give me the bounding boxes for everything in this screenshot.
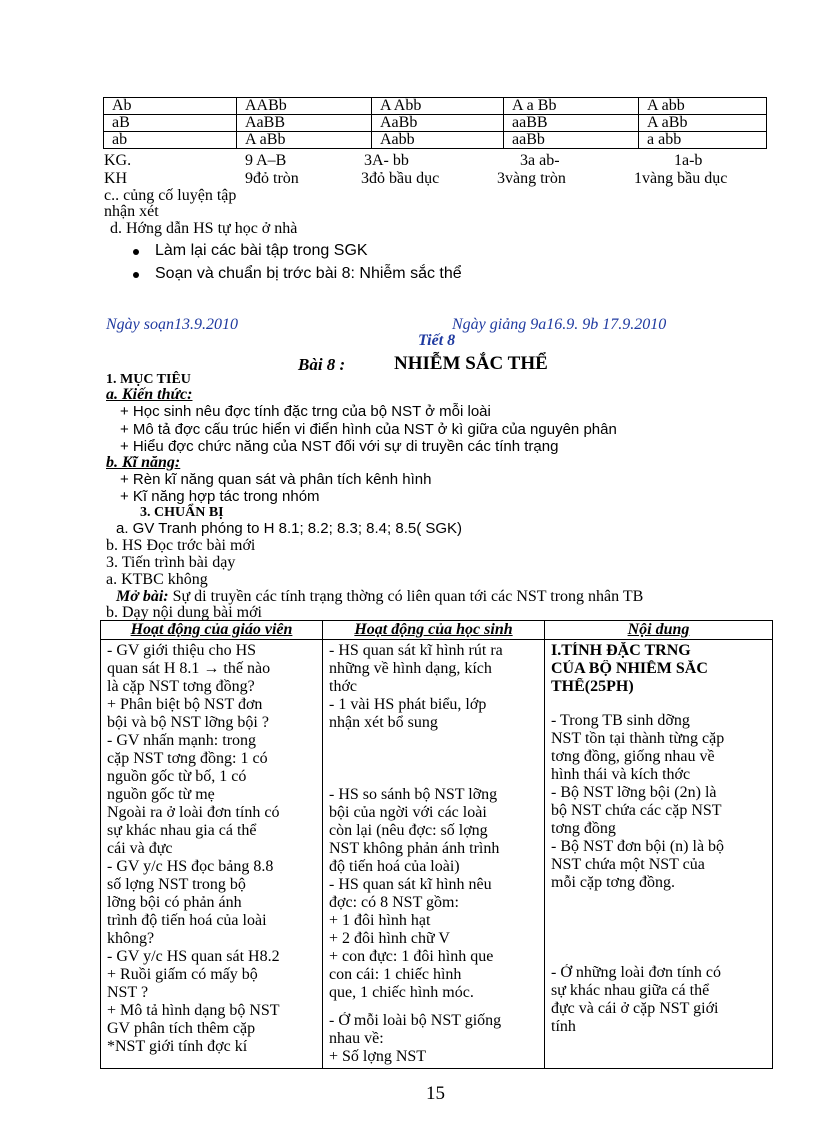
bullet-icon [133, 249, 139, 255]
content-line: sự khác nhau giữa cá thể [551, 982, 710, 999]
teacher-activity-line: cặp NST tơng đồng: 1 có [107, 750, 268, 767]
header-content: Nội dung [545, 621, 773, 640]
genotype-cell: A Abb [372, 98, 504, 115]
intro-text: Sự di truyền các tính trạng thờng có liên quan tới các NST trong nhân TB [168, 588, 644, 605]
teacher-activity-line: Ngoài ra ở loài đơn tính có [107, 804, 280, 821]
teacher-activity-line: không? [107, 930, 155, 947]
teacher-activity-line: + Ruồi giấm có mấy bộ [107, 966, 258, 983]
student-activity-line: + 1 đôi hình hạt [329, 912, 431, 929]
date-prepared: Ngày soạn13.9.2010 [106, 316, 238, 333]
genotype-cell: A a Bb [504, 98, 639, 115]
knowledge-item: + Học sinh nêu đợc tính đặc trng của bộ NST ở mỗi loài [120, 403, 491, 420]
teacher-activity-line: + Mô tả hình dạng bộ NST [107, 1002, 280, 1019]
teacher-activity-line: trình độ tiến hoá của loài [107, 912, 267, 929]
student-activity-line: độ tiến hoá của loài) [329, 858, 460, 875]
student-activity-line: que, 1 chiếc hình móc. [329, 984, 474, 1001]
student-activity-line: + 2 đôi hình chữ V [329, 930, 450, 947]
genotype-cell: AaBB [237, 115, 372, 132]
process-heading: 3. Tiến trình bài dạy [106, 554, 236, 571]
teacher-activity-line: NST ? [107, 984, 149, 1001]
student-activity-line: + con đực: 1 đôi hình que [329, 948, 494, 965]
student-activity-line: nhận xét bổ sung [329, 714, 438, 731]
content-column [545, 640, 773, 1069]
genotype-cell: A aBb [639, 115, 767, 132]
review-d: d. Hớng dẫn HS tự học ở nhà [110, 220, 298, 237]
genotype-cell: aaBb [504, 132, 639, 149]
content-line: - Ở những loài đơn tính có [551, 964, 721, 981]
student-activity-line: đợc: có 8 NST gồm: [329, 894, 459, 911]
header-student: Hoạt động của học sinh [323, 621, 545, 640]
teacher-activity-line: quan sát H 8.1 → thế nào [107, 660, 271, 677]
teacher-activity-line: - GV giới thiệu cho HS [107, 642, 257, 659]
teacher-activity-line: số lợng NST trong bộ [107, 876, 246, 893]
homework-item: Làm lại các bài tập trong SGK [155, 242, 368, 259]
content-line: hình thái và kích thớc [551, 766, 691, 783]
teacher-activity-line: nguồn gốc từ mẹ [107, 786, 215, 803]
teacher-activity-line: *NST giới tính đợc kí [107, 1038, 248, 1055]
student-activity-line: bội của ngời với các loài [329, 804, 487, 821]
review-c: c.. củng cố luyện tập [104, 187, 237, 204]
skills-item: + Kĩ năng hợp tác trong nhóm [120, 488, 320, 505]
content-line: - Bộ NST lỡng bội (2n) là [551, 784, 717, 801]
student-activity-line: nhau về: [329, 1030, 384, 1047]
content-section-title: THỂ(25PH) [551, 678, 634, 695]
knowledge-item: + Hiểu đợc chức năng của NST đối với sự di truyền các tính trạng [120, 438, 559, 455]
student-activity-line: NST không phản ánh trình [329, 840, 500, 857]
student-activity-line: - 1 vài HS phát biểu, lớp [329, 696, 487, 713]
student-activity-line: + Số lợng NST [329, 1048, 427, 1065]
prep-student: b. HS Đọc trớc bài mới [106, 537, 256, 554]
kg-label: KG. [104, 152, 132, 169]
lesson-period: Tiết 8 [418, 332, 456, 349]
content-line: - Trong TB sinh dỡng [551, 712, 690, 729]
content-line: tơng đồng [551, 820, 616, 837]
teacher-activity-line: cái và đực [107, 840, 173, 857]
genotype-row [104, 132, 767, 149]
student-activity-line: còn lại (nêu đợc: số lợng [329, 822, 488, 839]
content-line: tơng đồng, giống nhau về [551, 748, 715, 765]
student-activity-line: thớc [329, 678, 358, 695]
new-content-heading: b. Dạy nội dung bài mới [106, 604, 262, 621]
teacher-activity-line: - GV y/c HS quan sát H8.2 [107, 948, 280, 965]
student-activity-line: những về hình dạng, kích [329, 660, 492, 677]
teacher-activity-line: là cặp NST tơng đồng? [107, 678, 255, 695]
teacher-activity-line: + Phân biệt bộ NST đơn [107, 696, 263, 713]
content-line: mỗi cặp tơng đồng. [551, 874, 675, 891]
genotype-cell: AaBb [372, 115, 504, 132]
student-activity-line: - HS quan sát kĩ hình nêu [329, 876, 492, 893]
student-activity-line: - HS so sánh bộ NST lỡng [329, 786, 498, 803]
teacher-activity-line: nguồn gốc từ bố, 1 có [107, 768, 247, 785]
intro-label: Mở bài: [116, 588, 169, 605]
kh-value: 1vàng bầu dục [634, 170, 728, 187]
teacher-activity-line: GV phân tích thêm cặp [107, 1020, 256, 1037]
student-column [323, 640, 545, 1069]
student-activity-line: - HS quan sát kĩ hình rút ra [329, 642, 503, 659]
knowledge-title: a. Kiến thức: [106, 386, 193, 403]
content-line: NST tồn tại thành từng cặp [551, 730, 725, 747]
genotype-cell: a abb [639, 132, 767, 149]
date-taught: Ngày giảng 9a16.9. 9b 17.9.2010 [452, 316, 667, 333]
content-section-title: I.TÍNH ĐẶC TRNG [551, 642, 691, 659]
teacher-activity-line: - GV y/c HS đọc bảng 8.8 [107, 858, 274, 875]
activity-table [100, 620, 773, 1069]
teacher-activity-line: lỡng bội có phản ánh [107, 894, 242, 911]
genotype-cell: A abb [639, 98, 767, 115]
header-teacher: Hoạt động của giáo viên [101, 621, 323, 640]
genotype-cell: Aabb [372, 132, 504, 149]
genotype-cell: ab [104, 132, 237, 149]
review-c-sub: nhận xét [104, 203, 159, 220]
genotype-row [104, 115, 767, 132]
skills-item: + Rèn kĩ năng quan sát và phân tích kênh hình [120, 471, 432, 488]
kg-value: 3a ab- [520, 152, 560, 169]
knowledge-item: + Mô tả đợc cấu trúc hiển vi điển hình của NST ở kì giữa của nguyên phân [120, 421, 617, 438]
student-activity-line: con cái: 1 chiếc hình [329, 966, 462, 983]
content-section-title: CỦA BỘ NHIỄM SẮC [551, 660, 708, 677]
student-activity-line: - Ở mỗi loài bộ NST giống [329, 1012, 502, 1029]
content-line: tính [551, 1018, 576, 1035]
preparation-heading: 3. CHUẨN BỊ [140, 505, 224, 520]
homework-item: Soạn và chuẩn bị trớc bài 8: Nhiễm sắc thể [155, 265, 462, 282]
prep-teacher: a. GV Tranh phóng to H 8.1; 8.2; 8.3; 8.4; 8.5( SGK) [116, 520, 463, 537]
content-line: bộ NST chứa các cặp NST [551, 802, 722, 819]
genotype-cell: aaBB [504, 115, 639, 132]
lesson-number: Bài 8 : [298, 355, 346, 374]
kg-value: 3A- bb [364, 152, 409, 169]
kg-value: 1a-b [674, 152, 703, 169]
teacher-activity-line: bội và bộ NST lỡng bội ? [107, 714, 269, 731]
bullet-icon [133, 272, 139, 278]
kh-label: KH [104, 170, 128, 187]
genotype-cell: aB [104, 115, 237, 132]
teacher-activity-line: - GV nhấn mạnh: trong [107, 732, 257, 749]
genotype-cell: Ab [104, 98, 237, 115]
content-line: NST chứa một NST của [551, 856, 705, 873]
kh-value: 3vàng tròn [497, 170, 566, 187]
kh-value: 3đỏ bầu dục [361, 170, 440, 187]
teacher-activity-line: sự khác nhau gia cá thể [107, 822, 257, 839]
ktbc: a. KTBC không [106, 571, 208, 588]
objectives-heading: 1. MỤC TIÊU [106, 372, 191, 387]
content-line: đực và cái ở cặp NST giới [551, 1000, 719, 1017]
lesson-title: NHIỄM SẮC THỂ [394, 353, 548, 374]
teacher-column [101, 640, 323, 1069]
content-line: - Bộ NST đơn bội (n) là bộ [551, 838, 725, 855]
genotype-row [104, 98, 767, 115]
genotype-table [103, 97, 767, 149]
skills-title: b. Kĩ năng: [106, 454, 181, 471]
genotype-cell: AABb [237, 98, 372, 115]
genotype-cell: A aBb [237, 132, 372, 149]
page-number: 15 [426, 1083, 445, 1104]
kh-value: 9đỏ tròn [245, 170, 299, 187]
kg-value: 9 A–B [245, 152, 287, 169]
